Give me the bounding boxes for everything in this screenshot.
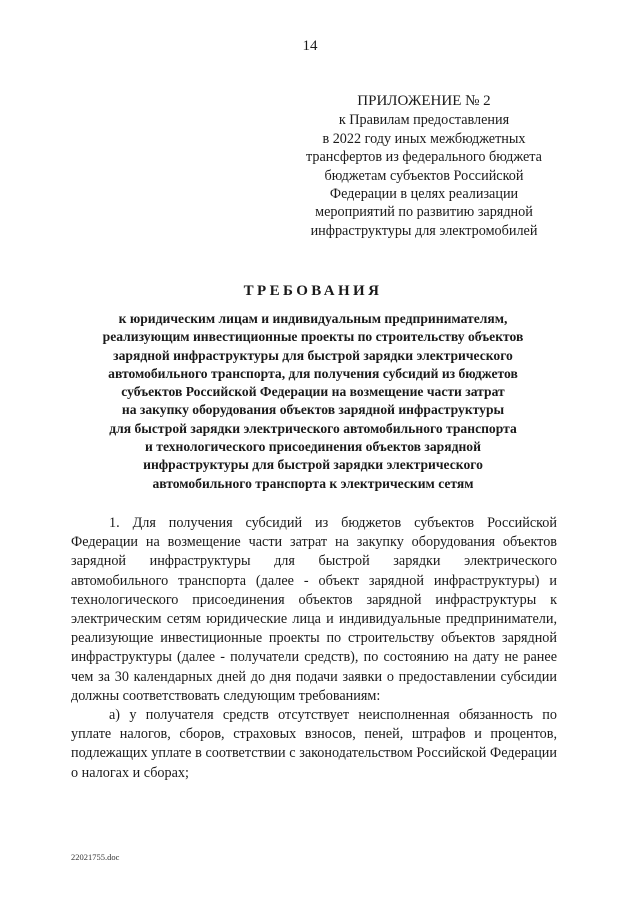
subtitle-line: и технологического присоединения объектов зарядной <box>145 439 481 455</box>
appendix-title: ПРИЛОЖЕНИЕ № 2 <box>357 93 491 109</box>
appendix-line: Федерации в целях реализации <box>329 186 519 203</box>
appendix-header <box>288 92 560 240</box>
subtitle-line: инфраструктуры для быстрой зарядки электрического <box>143 457 483 473</box>
page-number: 14 <box>302 38 318 54</box>
appendix-line: трансфертов из федерального бюджета <box>306 149 542 166</box>
subtitle-line: реализующим инвестиционные проекты по строительству объектов <box>102 329 524 345</box>
paragraph-1: 1. Для получения субсидий из бюджетов субъектов Российской Федерации на возмещение части затрат на закупку оборудования объектов зарядной инфраструктуры для быстрой зарядки электрического автомобильного транспорта (далее - объект зарядной инфраструктуры) и технологического присоединения объектов зарядной инфраструктуры к электрическим сетям юридические лица и индивидуальные предприниматели, реализующие инвестиционные проекты по строительству объектов зарядной инфраструктуры (далее - получатели средств), по состоянию на дату не ранее чем за 30 календарных дней до дня подачи заявки о предоставлении субсидии должны соответствовать следующим требованиям: <box>71 515 557 704</box>
appendix-line: в 2022 году иных межбюджетных <box>322 130 526 147</box>
appendix-line: бюджетам субъектов Российской <box>324 167 524 184</box>
appendix-line: инфраструктуры для электромобилей <box>310 222 538 239</box>
document-file-code: 22021755.doc <box>71 852 120 862</box>
subtitle-line: на закупку оборудования объектов зарядной инфраструктуры <box>121 402 505 418</box>
subtitle-line: зарядной инфраструктуры для быстрой зарядки электрического <box>113 347 513 363</box>
subtitle-line: к юридическим лицам и индивидуальным предпринимателям, <box>118 311 508 326</box>
subtitle-line: автомобильного транспорта, для получения субсидий из бюджетов <box>108 365 518 381</box>
requirements-title: ТРЕБОВАНИЯ <box>243 283 383 299</box>
requirements-subtitle <box>40 310 586 493</box>
subtitle-line: субъектов Российской Федерации на возмещение части затрат <box>121 384 505 400</box>
appendix-line: к Правилам предоставления <box>338 112 510 129</box>
appendix-line: мероприятий по развитию зарядной <box>315 204 533 221</box>
document-body <box>71 514 557 783</box>
subtitle-line: для быстрой зарядки электрического автомобильного транспорта <box>109 420 517 436</box>
paragraph-1a: а) у получателя средств отсутствует неисполненная обязанность по уплате налогов, сборов, страховых взносов, пеней, штрафов и процентов, подлежащих уплате в соответствии с законодательством Российской Федерации о налогах и сборах; <box>71 707 557 781</box>
subtitle-line: автомобильного транспорта к электрическим сетям <box>152 475 474 491</box>
